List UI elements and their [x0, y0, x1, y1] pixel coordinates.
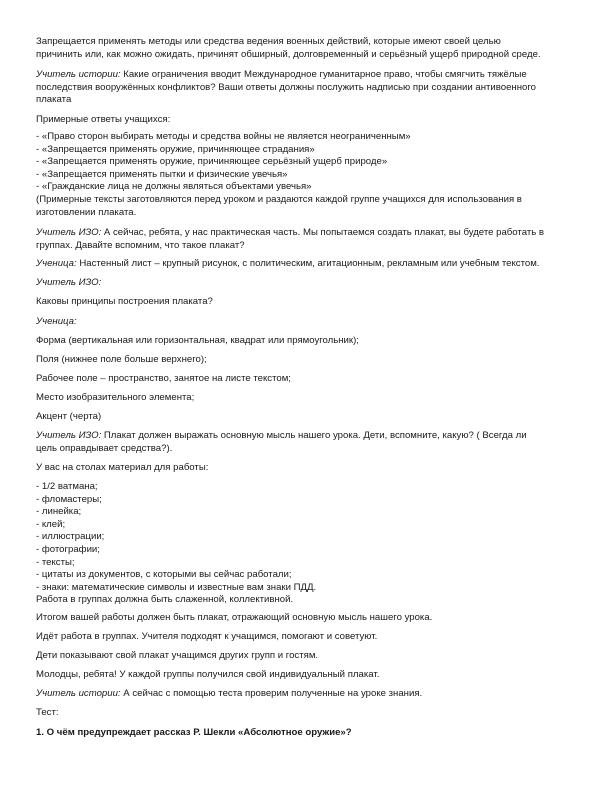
answers-heading: Примерные ответы учащихся: [36, 114, 171, 125]
student-answer-text: Настенный лист – крупный рисунок, с политическим, агитационным, рекламным или учебным текстом. [76, 258, 540, 269]
list-item: - фотографии; [36, 543, 100, 555]
test-question-1: 1. О чём предупреждает рассказ Р. Шекли «Абсолютное оружие»? [36, 727, 352, 738]
student-answer-1 [36, 258, 584, 271]
question-line-3: плаката [36, 94, 72, 106]
speaker-history-teacher: Учитель истории: [36, 69, 121, 80]
list-item: - знаки: математические символы и известные вам знаки ПДД. [36, 581, 317, 593]
list-item: - «Запрещается применять пытки и физические увечья» [36, 168, 288, 180]
question-line-1: Какие ограничения вводит Международное гуманитарное право, чтобы смягчить тяжёлые [120, 69, 527, 80]
materials-list [36, 481, 584, 607]
list-item: - линейка; [36, 506, 82, 518]
intro-line-2: причинить или, как можно ожидать, причинят обширный, долговременный и серьёзный ущерб природной среде. [36, 48, 541, 60]
answers-list [36, 131, 584, 219]
group-work-note: Работа в группах должна быть слаженной, коллективной. [36, 594, 294, 606]
show-paragraph: Дети показывают свой плакат учащимся других групп и гостям. [36, 650, 319, 661]
speaker-art-teacher-2 [36, 277, 584, 290]
principle-item: Форма (вертикальная или горизонтальная, квадрат или прямоугольник); [36, 335, 359, 346]
art-line-1: А сейчас, ребята, у нас практическая часть. Мы попытаемся создать плакат, вы будете работать в [101, 227, 544, 238]
list-item: - тексты; [36, 556, 75, 568]
list-item: - 1/2 ватмана; [36, 481, 98, 492]
progress-paragraph: Идёт работа в группах. Учителя подходят к учащимся, помогают и советуют. [36, 631, 378, 642]
list-item: - иллюстрации; [36, 531, 105, 543]
speaker-student-2 [36, 316, 584, 329]
speaker-art-teacher: Учитель ИЗО: [36, 430, 102, 441]
speaker-art-teacher: Учитель ИЗО: [36, 227, 102, 238]
intro-paragraph [36, 36, 584, 61]
speaker-history-teacher: Учитель истории: [36, 688, 121, 699]
art-teacher-intro [36, 227, 584, 252]
list-item: - «Гражданские лица не должны являться объектами увечья» [36, 181, 312, 193]
list-item: - клей; [36, 518, 66, 530]
list-item: - «Запрещается применять оружие, причиняющее серьёзный ущерб природе» [36, 156, 388, 168]
list-item: - «Право сторон выбирать методы и средства войны не является неограниченным» [36, 131, 411, 142]
art-line-2: группах. Давайте вспомним, что такое плакат? [36, 239, 245, 251]
test-label: Тест: [36, 707, 59, 718]
main-idea-line-2: цель оправдывает средства?). [36, 442, 173, 454]
art-teacher-main-idea [36, 430, 584, 455]
result-paragraph: Итогом вашей работы должен быть плакат, отражающий основную мысль нашего урока. [36, 612, 433, 623]
speaker-label: Учитель ИЗО: [36, 277, 102, 288]
list-item: - «Запрещается применять оружие, причиняющее страдания» [36, 143, 315, 155]
history-teacher-test [36, 688, 584, 701]
list-item: - фломастеры; [36, 493, 102, 505]
principle-item: Рабочее поле – пространство, занятое на листе текстом; [36, 373, 291, 384]
principle-item: Поля (нижнее поле больше верхнего); [36, 354, 207, 365]
question-line-2: последствия вооружённых конфликтов? Ваши ответы должны послужить надписью при создании антивоенного [36, 81, 536, 93]
materials-heading: У вас на столах материал для работы: [36, 462, 209, 473]
history-teacher-question [36, 69, 584, 107]
speaker-label: Ученица: [36, 316, 77, 327]
praise-paragraph: Молодцы, ребята! У каждой группы получился свой индивидуальный плакат. [36, 669, 380, 680]
answers-note-line-2: изготовлении плаката. [36, 206, 137, 218]
test-intro-text: А сейчас с помощью теста проверим полученные на уроке знания. [120, 688, 423, 699]
answers-note-line-1: (Примерные тексты заготовляются перед уроком и раздаются каждой группе учащихся для использования в [36, 193, 522, 205]
principles-question: Каковы принципы построения плаката? [36, 296, 213, 307]
principle-item: Акцент (черта) [36, 411, 102, 422]
intro-line-1: Запрещается применять методы или средства ведения военных действий, которые имеют своей целью [36, 36, 501, 47]
principle-item: Место изобразительного элемента; [36, 392, 195, 403]
list-item: - цитаты из документов, с которыми вы сейчас работали; [36, 569, 292, 581]
speaker-student: Ученица: [36, 258, 77, 269]
main-idea-line-1: Плакат должен выражать основную мысль нашего урока. Дети, вспомните, какую? ( Всегда ли [101, 430, 527, 441]
